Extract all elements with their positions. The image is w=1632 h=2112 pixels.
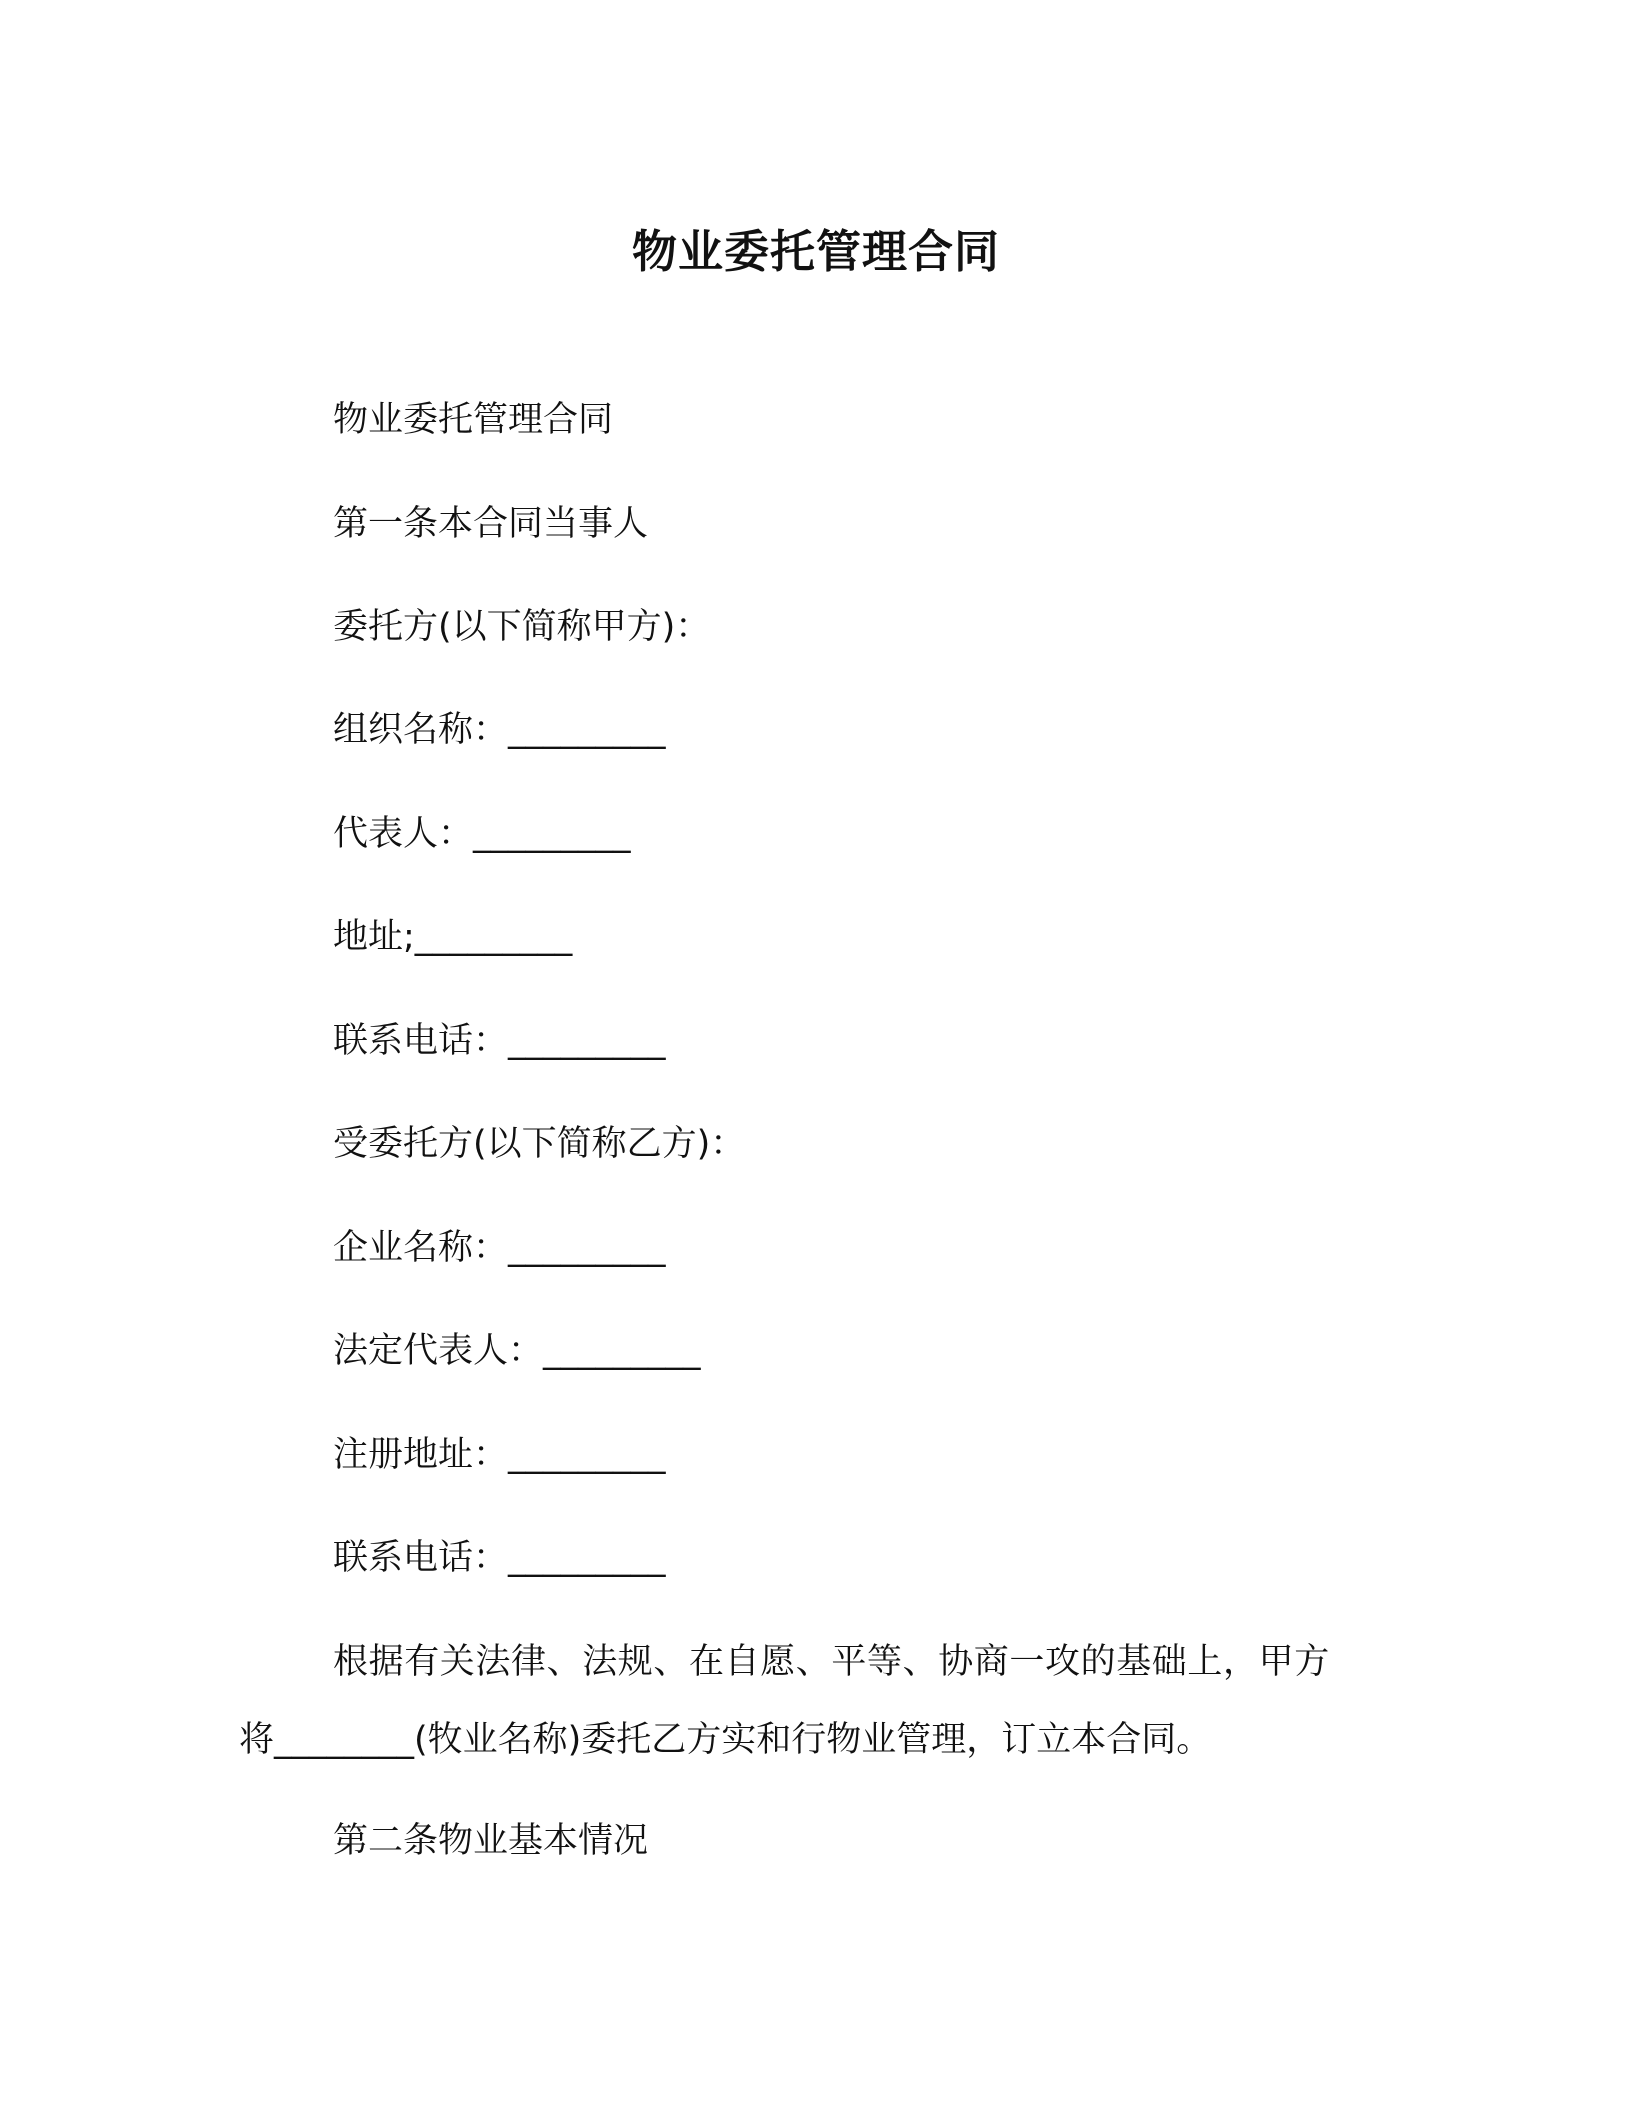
document-title: 物业委托管理合同: [631, 225, 1000, 278]
party-a-org-name: 组织名称：_________: [333, 710, 666, 750]
party-a-phone: 联系电话：_________: [333, 1021, 666, 1061]
party-b-registered-address: 注册地址：_________: [333, 1435, 666, 1475]
intro-paragraph-line-1: 根据有关法律、法规、在自愿、平等、协商一攻的基础上，甲方: [333, 1642, 1330, 1682]
article-1-heading: 第一条本合同当事人: [333, 504, 649, 544]
subtitle-line: 物业委托管理合同: [333, 400, 614, 440]
intro-paragraph: [239, 1638, 1379, 1764]
party-a-address: 地址;_________: [333, 917, 573, 957]
party-b-phone: 联系电话：_________: [333, 1538, 666, 1578]
party-b-heading: 受委托方(以下简称乙方)：: [333, 1124, 746, 1164]
intro-paragraph-line-2: 将________(牧业名称)委托乙方实和行物业管理，订立本合同。: [239, 1720, 1212, 1760]
party-b-legal-representative: 法定代表人：_________: [333, 1331, 701, 1371]
article-2-heading: 第二条物业基本情况: [333, 1821, 649, 1861]
party-a-heading: 委托方(以下简称甲方)：: [333, 607, 711, 647]
party-b-company-name: 企业名称：_________: [333, 1228, 666, 1268]
party-a-representative: 代表人：_________: [333, 814, 631, 854]
